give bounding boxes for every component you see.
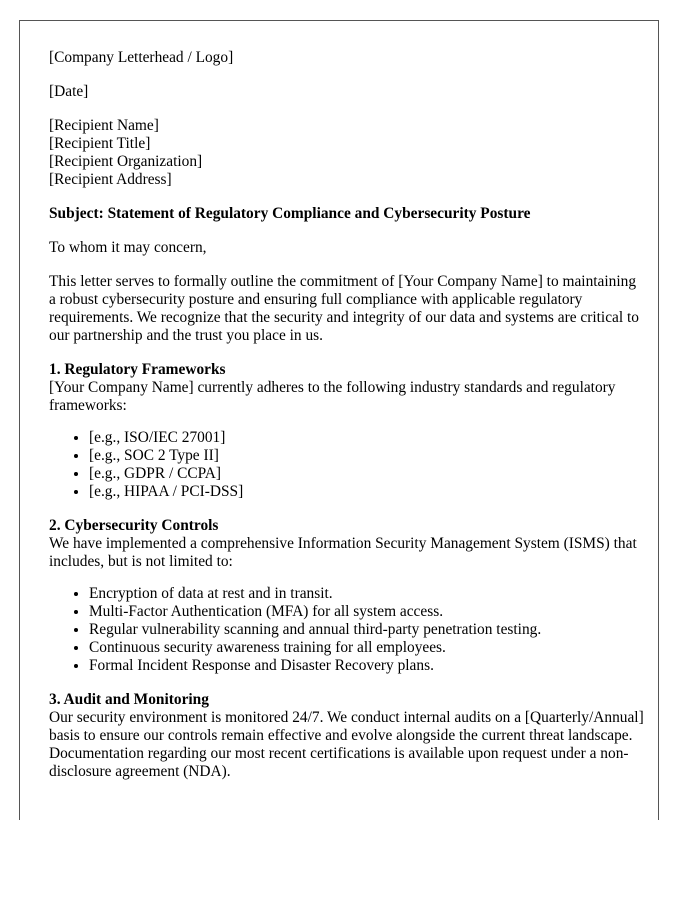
company-letterhead: [Company Letterhead / Logo] [49,49,234,66]
recipient-organization: [Recipient Organization] [49,153,203,170]
letter-subject: Subject: Statement of Regulatory Compliance and Cybersecurity Posture [49,205,531,222]
recipient-address: [Recipient Address] [49,171,172,188]
recipient-block [49,117,644,189]
section-regulatory-frameworks [49,361,644,501]
controls-list [49,585,644,675]
section-text: We have implemented a comprehensive Information Security Management System (ISMS) that includes, but is not limited to: [49,535,637,570]
list-item: • Regular vulnerability scanning and annual third-party penetration testing. [89,621,644,639]
frameworks-list [49,429,644,501]
recipient-title: [Recipient Title] [49,135,151,152]
list-item: • [e.g., GDPR / CCPA] [89,465,644,483]
list-item: • Encryption of data at rest and in transit. [89,585,644,603]
list-item: • Continuous security awareness training for all employees. [89,639,644,657]
list-item: • [e.g., HIPAA / PCI-DSS] [89,483,644,501]
letter-date: [Date] [49,83,89,100]
letter-page [19,20,659,820]
section-audit-monitoring [49,691,644,781]
section-text: Our security environment is monitored 24/7. We conduct internal audits on a [Quarterly/Annual] basis to ensure our controls remain effective and evolve alongside the current threat landscape. Documentation regarding our most recent certifications is available upon request under a non-disclosure agreement (NDA). [49,709,644,780]
section-cybersecurity-controls [49,517,644,675]
intro-paragraph: This letter serves to formally outline the commitment of [Your Company Name] to maintaining a robust cybersecurity posture and ensuring full compliance with applicable regulatory requirements. We recognize that the security and integrity of our data and systems are critical to our partnership and the trust you place in us. [49,273,639,344]
salutation: To whom it may concern, [49,239,207,256]
section-text: [Your Company Name] currently adheres to the following industry standards and regulatory frameworks: [49,379,616,414]
letter-body [49,49,644,781]
list-item: • Formal Incident Response and Disaster Recovery plans. [89,657,644,675]
section-heading: 3. Audit and Monitoring [49,691,209,708]
section-heading: 1. Regulatory Frameworks [49,361,226,378]
section-heading: 2. Cybersecurity Controls [49,517,219,534]
recipient-name: [Recipient Name] [49,117,159,134]
list-item: • Multi-Factor Authentication (MFA) for all system access. [89,603,644,621]
list-item: • [e.g., SOC 2 Type II] [89,447,644,465]
list-item: • [e.g., ISO/IEC 27001] [89,429,644,447]
